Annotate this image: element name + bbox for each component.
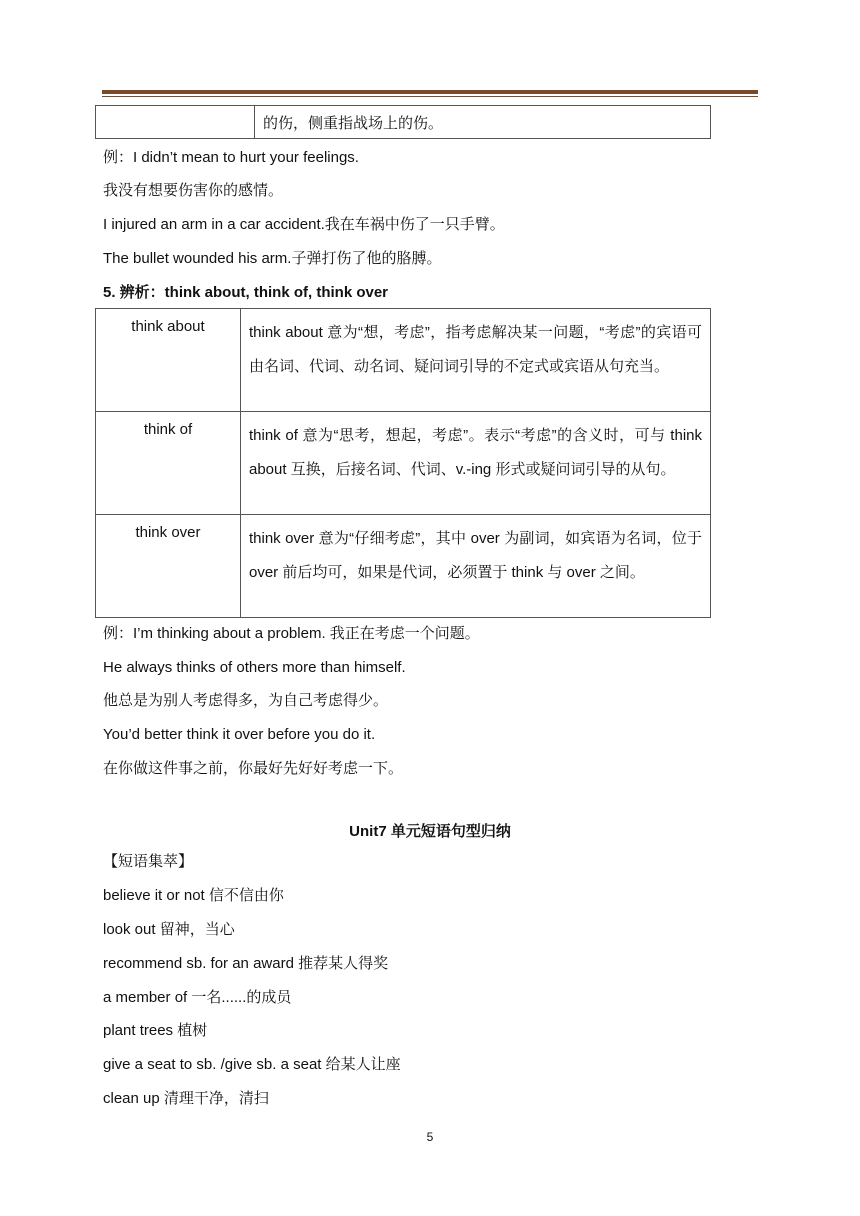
header-rule	[102, 90, 758, 94]
section-title: 5. 辨析：think about, think of, think over	[103, 284, 389, 301]
table-row	[96, 106, 711, 139]
table-cell-term: think about	[96, 309, 241, 412]
table-cell-desc: think about 意为“想，考虑”，指考虑解决某一问题，“考虑”的宾语可由名词、代词、动名词、疑问词引导的不定式或宾语从句充当。	[241, 309, 711, 412]
table-row	[96, 309, 711, 412]
table-cell-term: think of	[96, 412, 241, 515]
comparison-table	[95, 308, 711, 618]
phrase-item: clean up 清理干净，清扫	[103, 1090, 269, 1107]
phrase-section-label: 【短语集萃】	[103, 853, 194, 870]
table-row	[96, 412, 711, 515]
header-rule-thin	[102, 96, 758, 97]
phrase-item: look out 留神，当心	[103, 921, 235, 938]
continued-table	[95, 105, 711, 139]
table-cell-term	[96, 106, 255, 139]
table-cell-desc: think of 意为“思考，想起，考虑”。表示“考虑”的含义时，可与 think about 互换，后接名词、代词、v.-ing 形式或疑问词引导的从句。	[241, 412, 711, 515]
example-line: 在你做这件事之前，你最好先好好考虑一下。	[103, 760, 404, 777]
phrase-item: a member of 一名......的成员	[103, 989, 292, 1006]
phrase-item: recommend sb. for an award 推荐某人得奖	[103, 955, 389, 972]
table-row	[96, 515, 711, 618]
table-cell-desc: think over 意为“仔细考虑”，其中 over 为副词，如宾语为名词，位于 over 前后均可，如果是代词，必须置于 think 与 over 之间。	[241, 515, 711, 618]
table-cell-desc: 的伤，侧重指战场上的伤。	[255, 106, 711, 139]
example-line: He always thinks of others more than himself.	[103, 659, 406, 676]
example-line: 我没有想要伤害你的感情。	[103, 182, 284, 199]
page-number: 5	[426, 1130, 434, 1144]
phrase-item: plant trees 植树	[103, 1022, 208, 1039]
example-line: 例：I’m thinking about a problem. 我正在考虑一个问题。	[103, 625, 480, 642]
example-line: You’d better think it over before you do it.	[103, 726, 376, 743]
unit-heading: Unit7 单元短语句型归纳	[349, 823, 511, 840]
example-line: I injured an arm in a car accident.我在车祸中伤了一只手臂。	[103, 216, 505, 233]
example-line: The bullet wounded his arm.子弹打伤了他的胳膊。	[103, 250, 442, 267]
table-cell-term: think over	[96, 515, 241, 618]
example-line: 他总是为别人考虑得多，为自己考虑得少。	[103, 692, 389, 709]
phrase-item: believe it or not 信不信由你	[103, 887, 284, 904]
example-line: 例：I didn’t mean to hurt your feelings.	[103, 149, 359, 166]
phrase-item: give a seat to sb. /give sb. a seat 给某人让座	[103, 1056, 401, 1073]
